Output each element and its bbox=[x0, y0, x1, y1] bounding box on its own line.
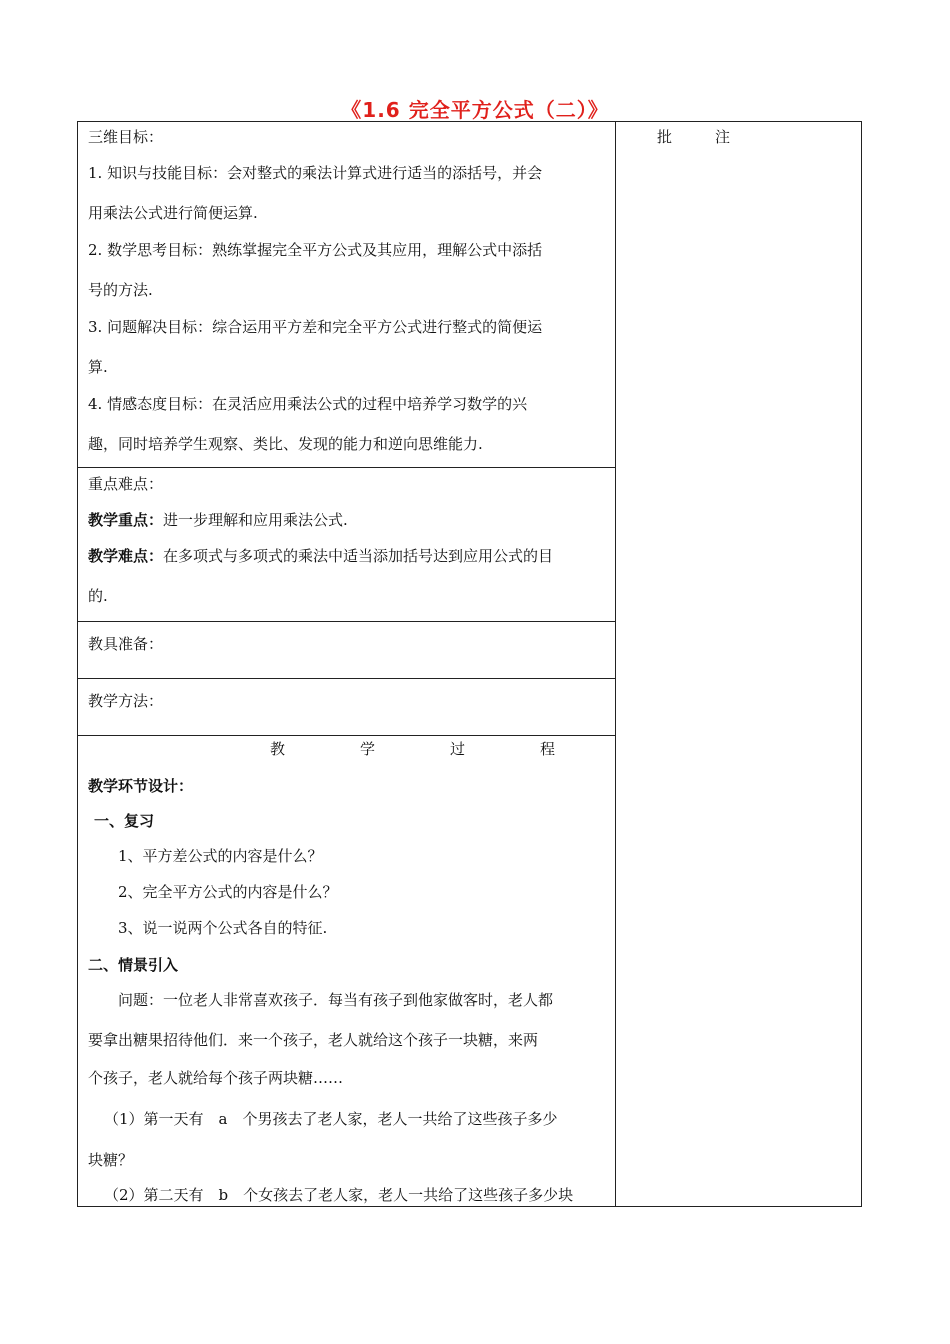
page-title: 《1.6 完全平方公式（二）》 bbox=[341, 98, 609, 122]
problem-line: （2）第二天有 b 个女孩去了老人家，老人一共给了这些孩子多少块 bbox=[104, 1186, 574, 1204]
process-heading: 教 学 过 程 bbox=[270, 740, 586, 758]
column-divider bbox=[615, 121, 616, 1207]
objective-line: 2. 数学思考目标：熟练掌握完全平方公式及其应用，理解公式中添括 bbox=[88, 241, 543, 259]
teaching-difficulty bbox=[88, 546, 553, 566]
objective-line: 1. 知识与技能目标：会对整式的乘法计算式进行适当的添括号，并会 bbox=[88, 164, 543, 182]
problem-line: （1）第一天有 a 个男孩去了老人家，老人一共给了这些孩子多少 bbox=[104, 1110, 558, 1128]
intro-label: 二、情景引入 bbox=[88, 956, 179, 974]
objective-line: 用乘法公式进行简便运算. bbox=[88, 204, 258, 222]
review-item: 1、平方差公式的内容是什么？ bbox=[118, 847, 323, 865]
objective-line: 算. bbox=[88, 358, 108, 376]
objective-line: 4. 情感态度目标：在灵活应用乘法公式的过程中培养学习数学的兴 bbox=[88, 395, 528, 413]
teaching-focus-text: 进一步理解和应用乘法公式. bbox=[163, 511, 348, 529]
problem-line: 个孩子，老人就给每个孩子两块糖…… bbox=[88, 1069, 344, 1087]
problem-line: 要拿出糖果招待他们．来一个孩子，老人就给这个孩子一块糖，来两 bbox=[88, 1031, 539, 1049]
review-item: 2、完全平方公式的内容是什么？ bbox=[118, 883, 338, 901]
teaching-difficulty-label: 教学难点： bbox=[88, 547, 164, 565]
teaching-focus-label: 教学重点： bbox=[88, 511, 164, 529]
review-label: 一、复习 bbox=[94, 812, 155, 830]
objectives-heading: 三维目标： bbox=[88, 128, 164, 146]
objective-line: 趣，同时培养学生观察、类比、发现的能力和逆向思维能力. bbox=[88, 435, 483, 453]
teaching-focus bbox=[88, 510, 348, 530]
teaching-difficulty-text: 在多项式与多项式的乘法中适当添加括号达到应用公式的目 bbox=[163, 547, 554, 565]
objective-line: 号的方法. bbox=[88, 281, 153, 299]
problem-line: 块糖？ bbox=[88, 1151, 134, 1169]
tools-label: 教具准备： bbox=[88, 635, 164, 653]
row-divider-3 bbox=[77, 678, 616, 679]
objective-line: 3. 问题解决目标：综合运用平方差和完全平方公式进行整式的简便运 bbox=[88, 318, 543, 336]
row-divider-2 bbox=[77, 621, 616, 622]
row-divider-4 bbox=[77, 735, 616, 736]
row-divider-1 bbox=[77, 467, 616, 468]
design-label: 教学环节设计： bbox=[88, 777, 194, 795]
annotation-header: 批 注 bbox=[657, 128, 745, 146]
problem-line: 问题：一位老人非常喜欢孩子．每当有孩子到他家做客时，老人都 bbox=[118, 991, 554, 1009]
method-label: 教学方法： bbox=[88, 692, 164, 710]
review-item: 3、说一说两个公式各自的特征. bbox=[118, 919, 328, 937]
teaching-difficulty-continued: 的. bbox=[88, 587, 108, 605]
key-points-heading: 重点难点： bbox=[88, 475, 164, 493]
